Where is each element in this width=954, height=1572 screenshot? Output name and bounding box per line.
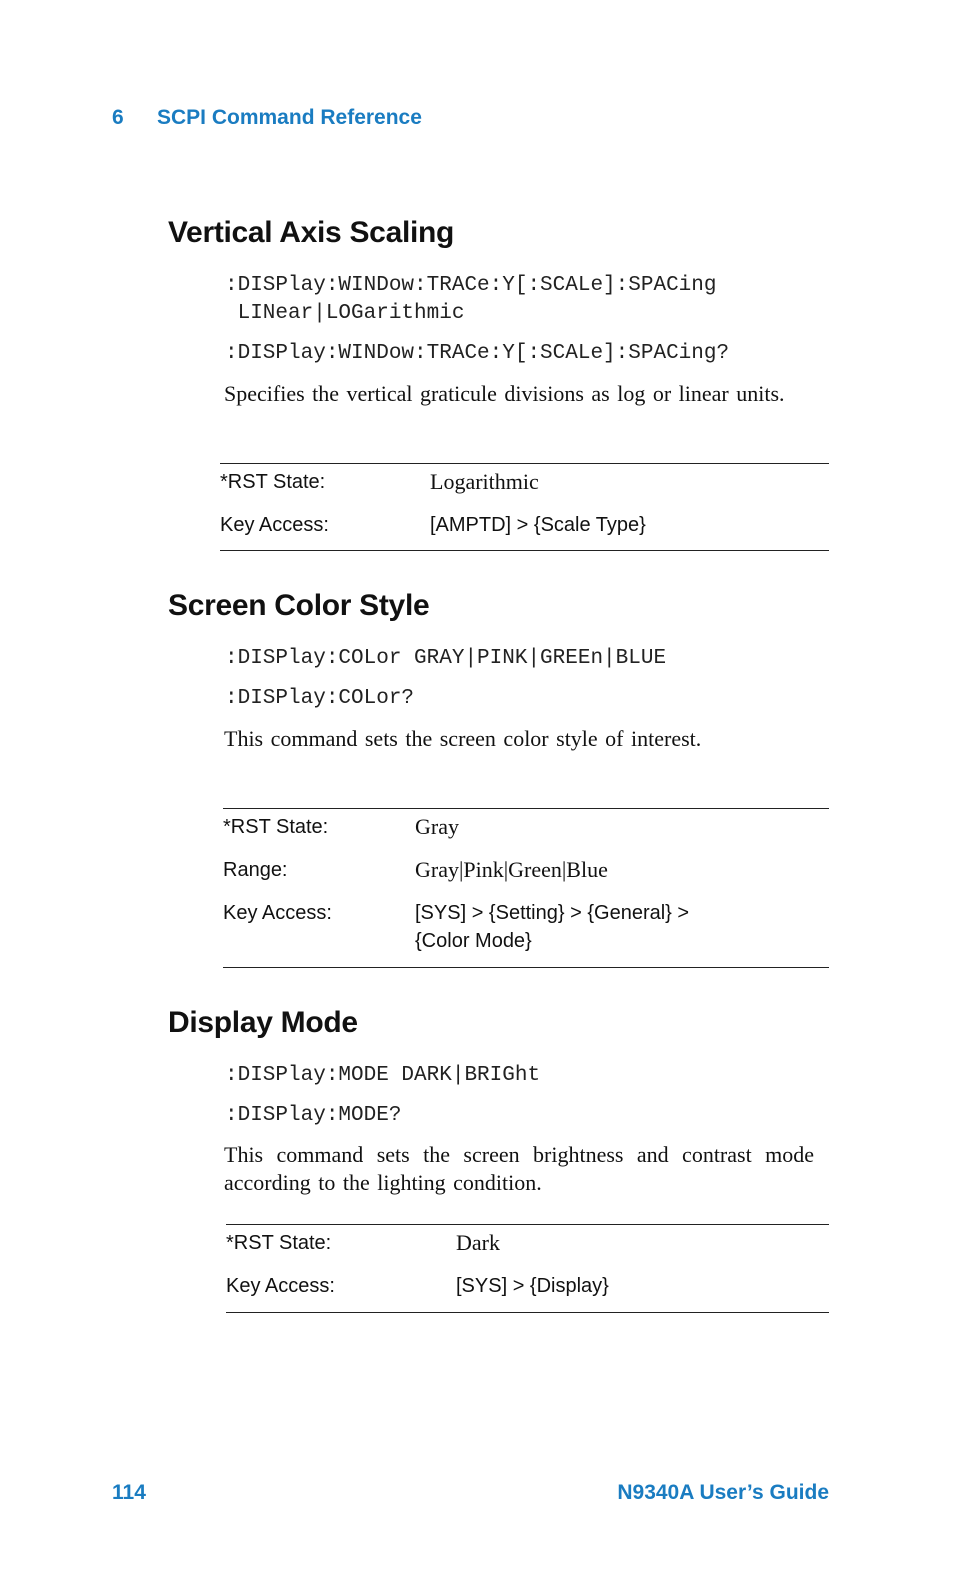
page-number: 114 xyxy=(112,1481,146,1504)
section-title-display-mode: Display Mode xyxy=(168,1006,358,1039)
property-label: *RST State: xyxy=(220,471,326,493)
property-value-continuation: {Color Mode} xyxy=(415,930,532,952)
chapter-number: 6 xyxy=(112,106,124,129)
property-label: Key Access: xyxy=(226,1275,335,1297)
command-syntax: :DISPlay:COLor GRAY|PINK|GREEn|BLUE xyxy=(225,647,667,670)
guide-title: N9340A User’s Guide xyxy=(617,1481,829,1504)
command-query: :DISPlay:WINDow:TRACe:Y[:SCALe]:SPACing? xyxy=(225,342,730,365)
property-value: [SYS] > {Display} xyxy=(456,1275,609,1297)
property-value: [SYS] > {Setting} > {General} > xyxy=(415,902,690,924)
property-label: *RST State: xyxy=(226,1232,332,1254)
command-syntax-continuation: LINear|LOGarithmic xyxy=(225,302,465,325)
property-value: [AMPTD] > {Scale Type} xyxy=(430,514,646,536)
running-header xyxy=(112,106,422,130)
section-title-vertical-axis-scaling: Vertical Axis Scaling xyxy=(168,216,455,249)
property-value: Logarithmic xyxy=(430,469,539,494)
property-label: *RST State: xyxy=(223,816,329,838)
command-query: :DISPlay:MODE? xyxy=(225,1104,402,1127)
command-syntax: :DISPlay:MODE DARK|BRIGht xyxy=(225,1064,541,1087)
property-label: Key Access: xyxy=(223,902,332,924)
property-value: Gray|Pink|Green|Blue xyxy=(415,857,608,882)
section-description: Specifies the vertical graticule divisions as log or linear units. xyxy=(224,381,785,406)
property-table xyxy=(223,808,829,968)
property-value: Dark xyxy=(456,1230,500,1255)
section-description: This command sets the screen brightness and contrast mode according to the lighting condition. xyxy=(224,1142,814,1195)
command-syntax: :DISPlay:WINDow:TRACe:Y[:SCALe]:SPACing xyxy=(225,274,717,297)
property-table xyxy=(220,463,829,551)
chapter-title: SCPI Command Reference xyxy=(157,106,422,129)
property-label: Key Access: xyxy=(220,514,329,536)
property-table xyxy=(226,1224,829,1313)
property-label: Range: xyxy=(223,859,288,881)
property-value: Gray xyxy=(415,814,459,839)
command-query: :DISPlay:COLor? xyxy=(225,687,415,710)
section-description: This command sets the screen color style of interest. xyxy=(224,726,702,751)
section-title-screen-color-style: Screen Color Style xyxy=(168,589,430,622)
